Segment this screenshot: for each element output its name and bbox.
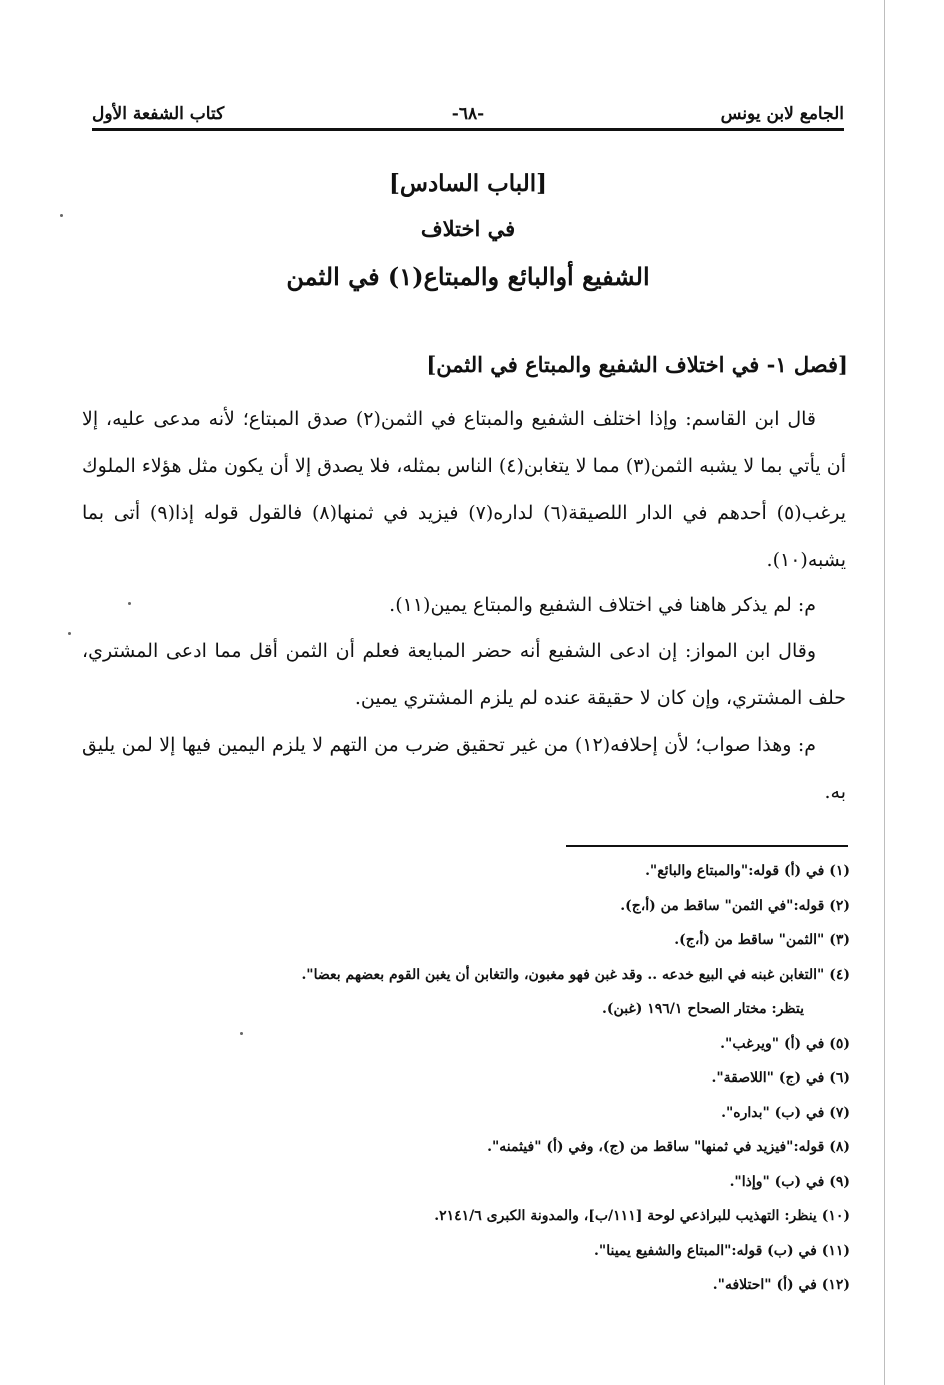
body-paragraph: وقال ابن المواز: إن ادعى الشفيع أنه حضر المبايعة فعلم أن الثمن أقل مما ادعى المشتري، حلف المشتري، وإن كان لا حقيقة عنده لم يلزم المشتري يمين. — [82, 640, 846, 709]
footnote: (٥) في (أ) "ويرغب". — [720, 1035, 850, 1052]
body-paragraph: م: لم يذكر هاهنا في اختلاف الشفيع والمبتاع يمين(١١). — [389, 594, 816, 616]
running-header — [92, 100, 844, 130]
body-paragraph: قال ابن القاسم: وإذا اختلف الشفيع والمبتاع في الثمن(٢) صدق المبتاع؛ لأنه مدعى عليه، إلا أن يأتي بما لا يشبه الثمن(٣) مما لا يتغابن(٤) الناس بمثله، فلا يصدق إلا أن يكون مثل هؤلاء الملوك يرغب(٥) أحدهم في الدار اللصيقة(٦) لداره(٧) فيزيد في ثمنها(٨) فالقول قوله إذا(٩) أتى بما يشبه(١٠). — [82, 408, 846, 571]
header-chapter-title: كتاب الشفعة الأول — [92, 104, 225, 124]
footnote: (٣) "الثمن" ساقط من (أ،ج). — [674, 932, 850, 948]
body-paragraph: م: وهذا صواب؛ لأن إحلافه(١٢) من غير تحقيق ضرب من التهم لا يلزم اليمين فيها إلا لمن يليق به. — [82, 734, 846, 803]
footnote: (٧) في (ب) "بداره". — [721, 1104, 850, 1121]
footnote: (٤) "التغابن غبنه في البيع خدعه .. وقد غبن فهو مغبون، والتغابن أن يغبن القوم بعضهم بعضا". — [301, 966, 850, 983]
chapter-title-line: في اختلاف — [420, 216, 516, 241]
footnote-separator — [566, 845, 848, 847]
page-number: -٦٨- — [451, 104, 485, 124]
chapter-number: [الباب السادس] — [388, 170, 547, 197]
footnote: (١٢) في (أ) "احتلافه". — [712, 1277, 850, 1293]
footnotes — [150, 856, 850, 1305]
footnote-continuation: يتظر: مختار الصحاح ١٩٦/١ (غبن). — [602, 1001, 804, 1017]
footnote: (٨) قوله:"فيزيد في ثمنها" ساقط من (ج)، وفي (أ) "فيثمنه". — [487, 1139, 850, 1155]
scan-speck — [128, 602, 131, 605]
footnote: (٢) قوله:"في الثمن" ساقط من (أ،ج). — [620, 897, 850, 914]
header-rule — [92, 128, 844, 131]
scan-speck — [240, 1032, 243, 1035]
footnote: (٩) في (ب) "وإذا". — [729, 1173, 850, 1190]
header-book-title: الجامع لابن يونس — [720, 104, 844, 124]
footnote: (١٠) ينظر: التهذيب للبراذعي لوحة [١١١/ب]، والمدونة الكبرى ٢١٤١/٦. — [434, 1208, 850, 1224]
scan-speck — [68, 632, 71, 635]
footnote: (٦) في (ج) "اللاصقة". — [711, 1070, 850, 1086]
scan-speck — [60, 214, 63, 217]
section-title: [فصل ١- في اختلاف الشفيع والمبتاع في الثمن] — [426, 352, 848, 377]
footnote: (١١) في (ب) قوله:"المبتاع والشفيع يمينا". — [594, 1242, 850, 1259]
page-edge-line — [884, 0, 885, 1385]
chapter-subtitle: الشفيع أوالبائع والمبتاع(١) في الثمن — [286, 262, 650, 291]
footnote: (١) في (أ) قوله:"والمبتاع والبائع". — [645, 863, 850, 879]
